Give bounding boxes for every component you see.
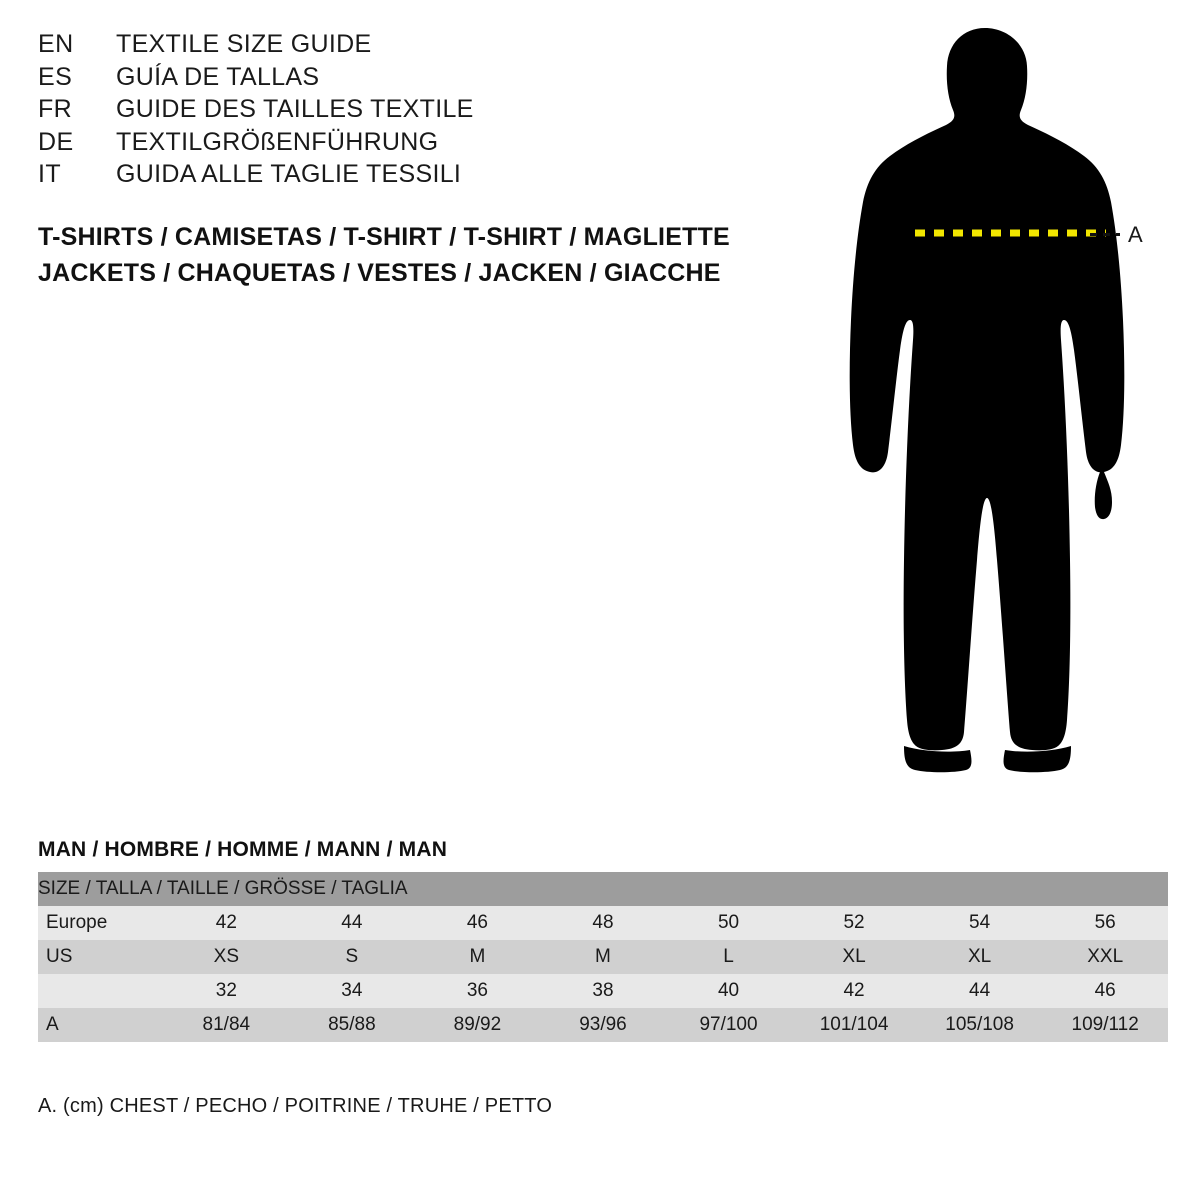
language-title: TEXTILE SIZE GUIDE — [116, 30, 372, 58]
table-cell: 101/104 — [791, 1008, 917, 1042]
table-cell: XS — [164, 940, 290, 974]
measurement-footnote: A. (cm) CHEST / PECHO / POITRINE / TRUHE / PETTO — [38, 1095, 553, 1117]
table-cell: 109/112 — [1042, 1008, 1168, 1042]
row-label: A — [38, 1008, 164, 1042]
body-silhouette-figure — [820, 20, 1180, 790]
table-cell: M — [415, 940, 541, 974]
row-label: Europe — [38, 906, 164, 940]
table-cell: 89/92 — [415, 1008, 541, 1042]
table-row — [38, 974, 1168, 1008]
language-title: TEXTILGRÖßENFÜHRUNG — [116, 127, 439, 156]
male-silhouette-icon — [820, 20, 1180, 790]
table-cell: 32 — [164, 974, 290, 1008]
language-code: ES — [38, 62, 73, 91]
table-cell: XL — [791, 940, 917, 974]
table-cell: 36 — [415, 974, 541, 1008]
table-cell: S — [289, 940, 415, 974]
table-header-row — [38, 872, 1168, 906]
table-cell: XL — [917, 940, 1043, 974]
size-table-section — [38, 838, 1168, 1042]
table-cell: 42 — [164, 906, 290, 940]
table-cell: 44 — [289, 906, 415, 940]
language-code: DE — [38, 127, 74, 156]
row-label: US — [38, 940, 164, 974]
language-row — [38, 158, 758, 191]
table-cell: XXL — [1042, 940, 1168, 974]
table-cell: 85/88 — [289, 1008, 415, 1042]
language-code: FR — [38, 95, 73, 123]
language-title: GUIDE DES TAILLES TEXTILE — [116, 95, 474, 123]
table-gender-title: MAN / HOMBRE / HOMME / MANN / MAN — [38, 838, 448, 861]
table-cell: 81/84 — [164, 1008, 290, 1042]
language-row — [38, 93, 758, 126]
table-cell: 44 — [917, 974, 1043, 1008]
table-cell: 105/108 — [917, 1008, 1043, 1042]
size-table — [38, 872, 1168, 1042]
language-code: IT — [38, 160, 62, 188]
table-cell: 34 — [289, 974, 415, 1008]
table-cell: 97/100 — [666, 1008, 792, 1042]
garment-category-block — [38, 220, 798, 291]
language-title: GUIDA ALLE TAGLIE TESSILI — [116, 160, 462, 188]
table-cell: 56 — [1042, 906, 1168, 940]
table-cell: 93/96 — [540, 1008, 666, 1042]
table-row — [38, 1008, 1168, 1042]
language-code: EN — [38, 30, 74, 58]
measure-label-a: A — [1128, 222, 1143, 247]
measure-leader-line — [1090, 233, 1120, 236]
table-row — [38, 906, 1168, 940]
language-row — [38, 126, 758, 159]
table-cell: M — [540, 940, 666, 974]
table-cell: 46 — [1042, 974, 1168, 1008]
row-label — [38, 974, 164, 1008]
table-header-label: SIZE / TALLA / TAILLE / GRÖSSE / TAGLIA — [38, 872, 1168, 906]
table-cell: 40 — [666, 974, 792, 1008]
category-tshirts: T-SHIRTS / CAMISETAS / T-SHIRT / T-SHIRT / MAGLIETTE — [38, 223, 730, 251]
table-cell: 52 — [791, 906, 917, 940]
language-row — [38, 28, 758, 61]
table-cell: 46 — [415, 906, 541, 940]
table-cell: L — [666, 940, 792, 974]
table-cell: 48 — [540, 906, 666, 940]
table-row — [38, 940, 1168, 974]
category-jackets: JACKETS / CHAQUETAS / VESTES / JACKEN / GIACCHE — [38, 258, 721, 287]
language-header-block — [38, 28, 758, 191]
table-cell: 50 — [666, 906, 792, 940]
table-cell: 54 — [917, 906, 1043, 940]
table-cell: 42 — [791, 974, 917, 1008]
language-title: GUÍA DE TALLAS — [116, 62, 320, 91]
language-row — [38, 61, 758, 94]
table-cell: 38 — [540, 974, 666, 1008]
